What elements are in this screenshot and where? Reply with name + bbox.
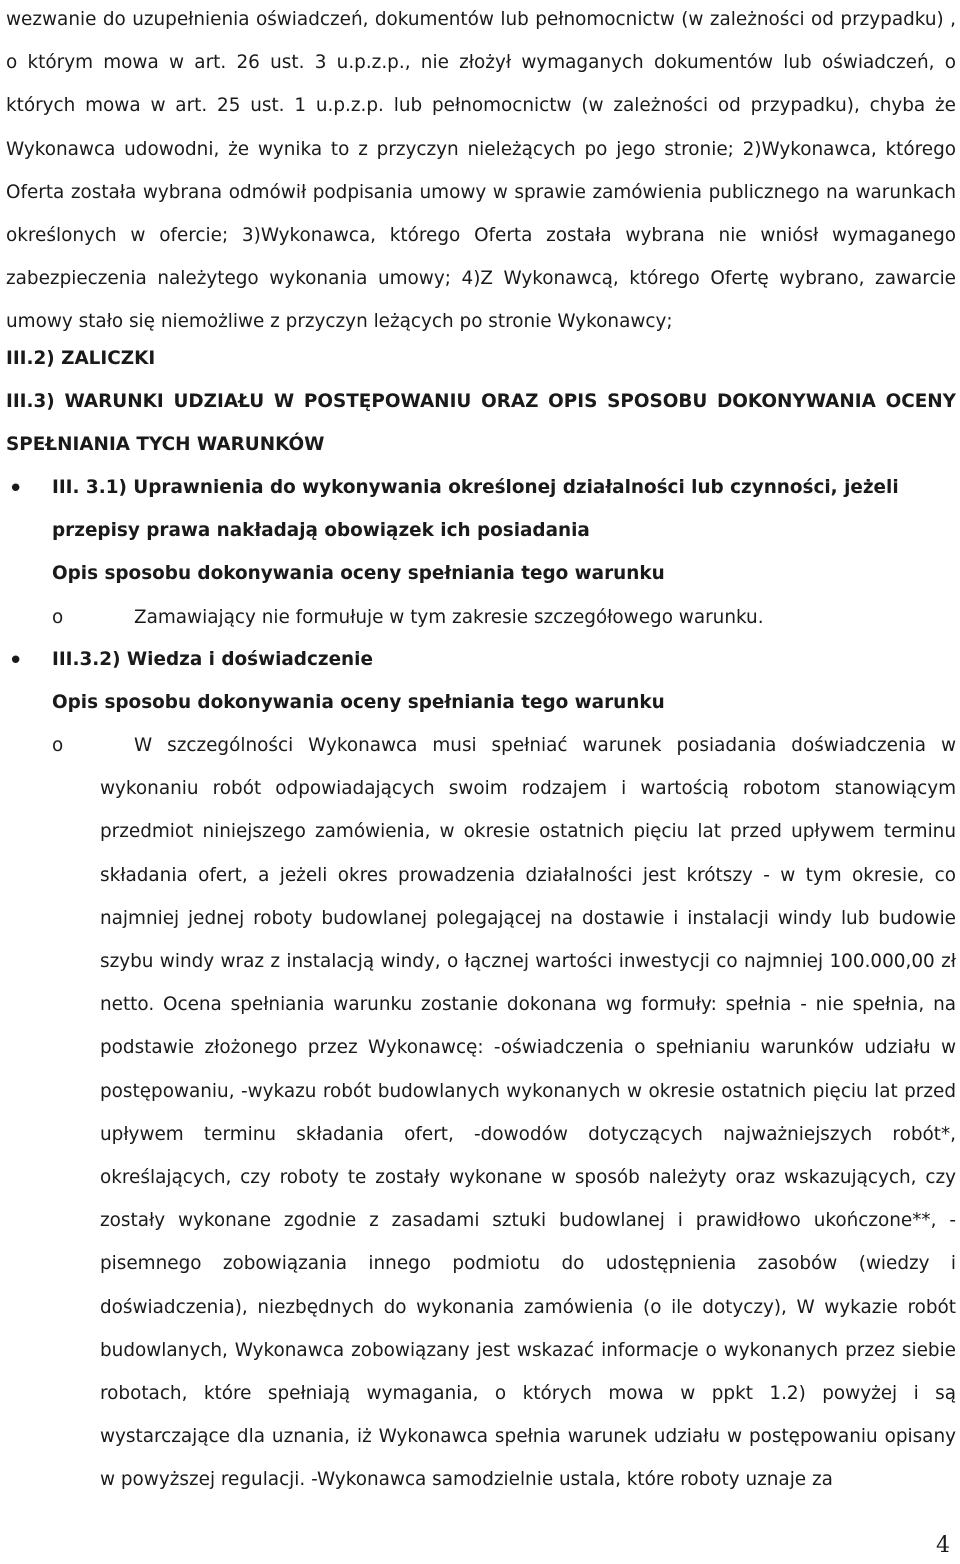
item-311-point: Zamawiający nie formułuje w tym zakresie szczegółowego warunku. [134, 607, 764, 628]
bullet-icon: • [8, 646, 24, 676]
item-312-point: W szczególności Wykonawca musi spełniać warunek posiadania doświadczenia w wykonaniu robót odpowiadających swoim rodzajem i wartością robotom stanowiącym przedmiot niniejszego zamówienia, w okresie ostatnich pięciu lat przed upływem terminu składania ofert, a jeżeli okres prowadzenia działalności jest krótszy - w tym okresie, co najmniej jednej roboty budowlanej polegającej na dostawie i instalacji windy lub budowie szybu windy wraz z instalacją windy, o łącznej wartości inwestycji co najmniej 100.000,00 zł netto. Ocena spełniania warunku zostanie dokonana wg formuły: spełnia - nie spełnia, na podstawie złożonego przez Wykonawcę: -oświadczenia o spełnianiu warunków udziału w postępowaniu, -wykazu robót budowlanych wykonanych w okresie ostatnich pięciu lat przed upływem terminu składania ofert, -dowodów dotyczących najważniejszych robót*, określających, czy roboty te zostały wykonane w sposób należyty oraz wskazujących, czy zostały wykonane zgodnie z zasadami sztuki budowlanej i prawidłowo ukończone**, -pisemnego zobowiązania innego podmiotu do udostępnienia zasobów (wiedzy i doświadczenia), niezbędnych do wykonania zamówienia (o ile dotyczy), W wykazie robót budowlanych, Wykonawca zobowiązany jest wskazać informacje o wykonanych przez siebie robotach, które spełniają wymagania, o których mowa w ppkt 1.2) powyżej i są wystarczające dla uznania, iż Wykonawca spełnia warunek udziału w postępowaniu opisany w powyższej regulacji. -Wykonawca samodzielnie ustala, które roboty uznaje za [100, 735, 956, 1491]
page-number: 4 [936, 1533, 950, 1558]
sub-bullet-icon: o [52, 735, 64, 756]
item-311-subheading: Opis sposobu dokonywania oceny spełniania tego warunku [52, 563, 665, 584]
intro-paragraph: wezwanie do uzupełnienia oświadczeń, dokumentów lub pełnomocnictw (w zależności od przypadku) , o którym mowa w art. 26 ust. 3 u.p.z.p., nie złożył wymaganych dokumentów lub oświadczeń, o których mowa w art. 25 ust. 1 u.p.z.p. lub pełnomocnictw (w zależności od przypadku), chyba że Wykonawca udowodni, że wynika to z przyczyn nieleżących po jego stronie; 2)Wykonawca, którego Oferta została wybrana odmówił podpisania umowy w sprawie zamówienia publicznego na warunkach określonych w ofercie; 3)Wykonawca, którego Oferta została wybrana nie wniósł wymaganego zabezpieczenia należytego wykonania umowy; 4)Z Wykonawcą, którego Ofertę wybrano, zawarcie umowy stało się niemożliwe z przyczyn leżących po stronie Wykonawcy; [6, 9, 956, 333]
sub-bullet-icon: o [52, 607, 64, 628]
section-heading-warunki: III.3) WARUNKI UDZIAŁU W POSTĘPOWANIU ORAZ OPIS SPOSOBU DOKONYWANIA OCENY SPEŁNIANIA TYCH WARUNKÓW [6, 391, 956, 456]
bullet-icon: • [8, 474, 24, 504]
section-heading-zaliczki: III.2) ZALICZKI [6, 348, 156, 369]
item-312-title: III.3.2) Wiedza i doświadczenie [52, 649, 373, 670]
item-311-title: III. 3.1) Uprawnienia do wykonywania określonej działalności lub czynności, jeżeli przepisy prawa nakładają obowiązek ich posiadania [52, 477, 899, 542]
item-312-subheading: Opis sposobu dokonywania oceny spełniania tego warunku [52, 692, 665, 713]
